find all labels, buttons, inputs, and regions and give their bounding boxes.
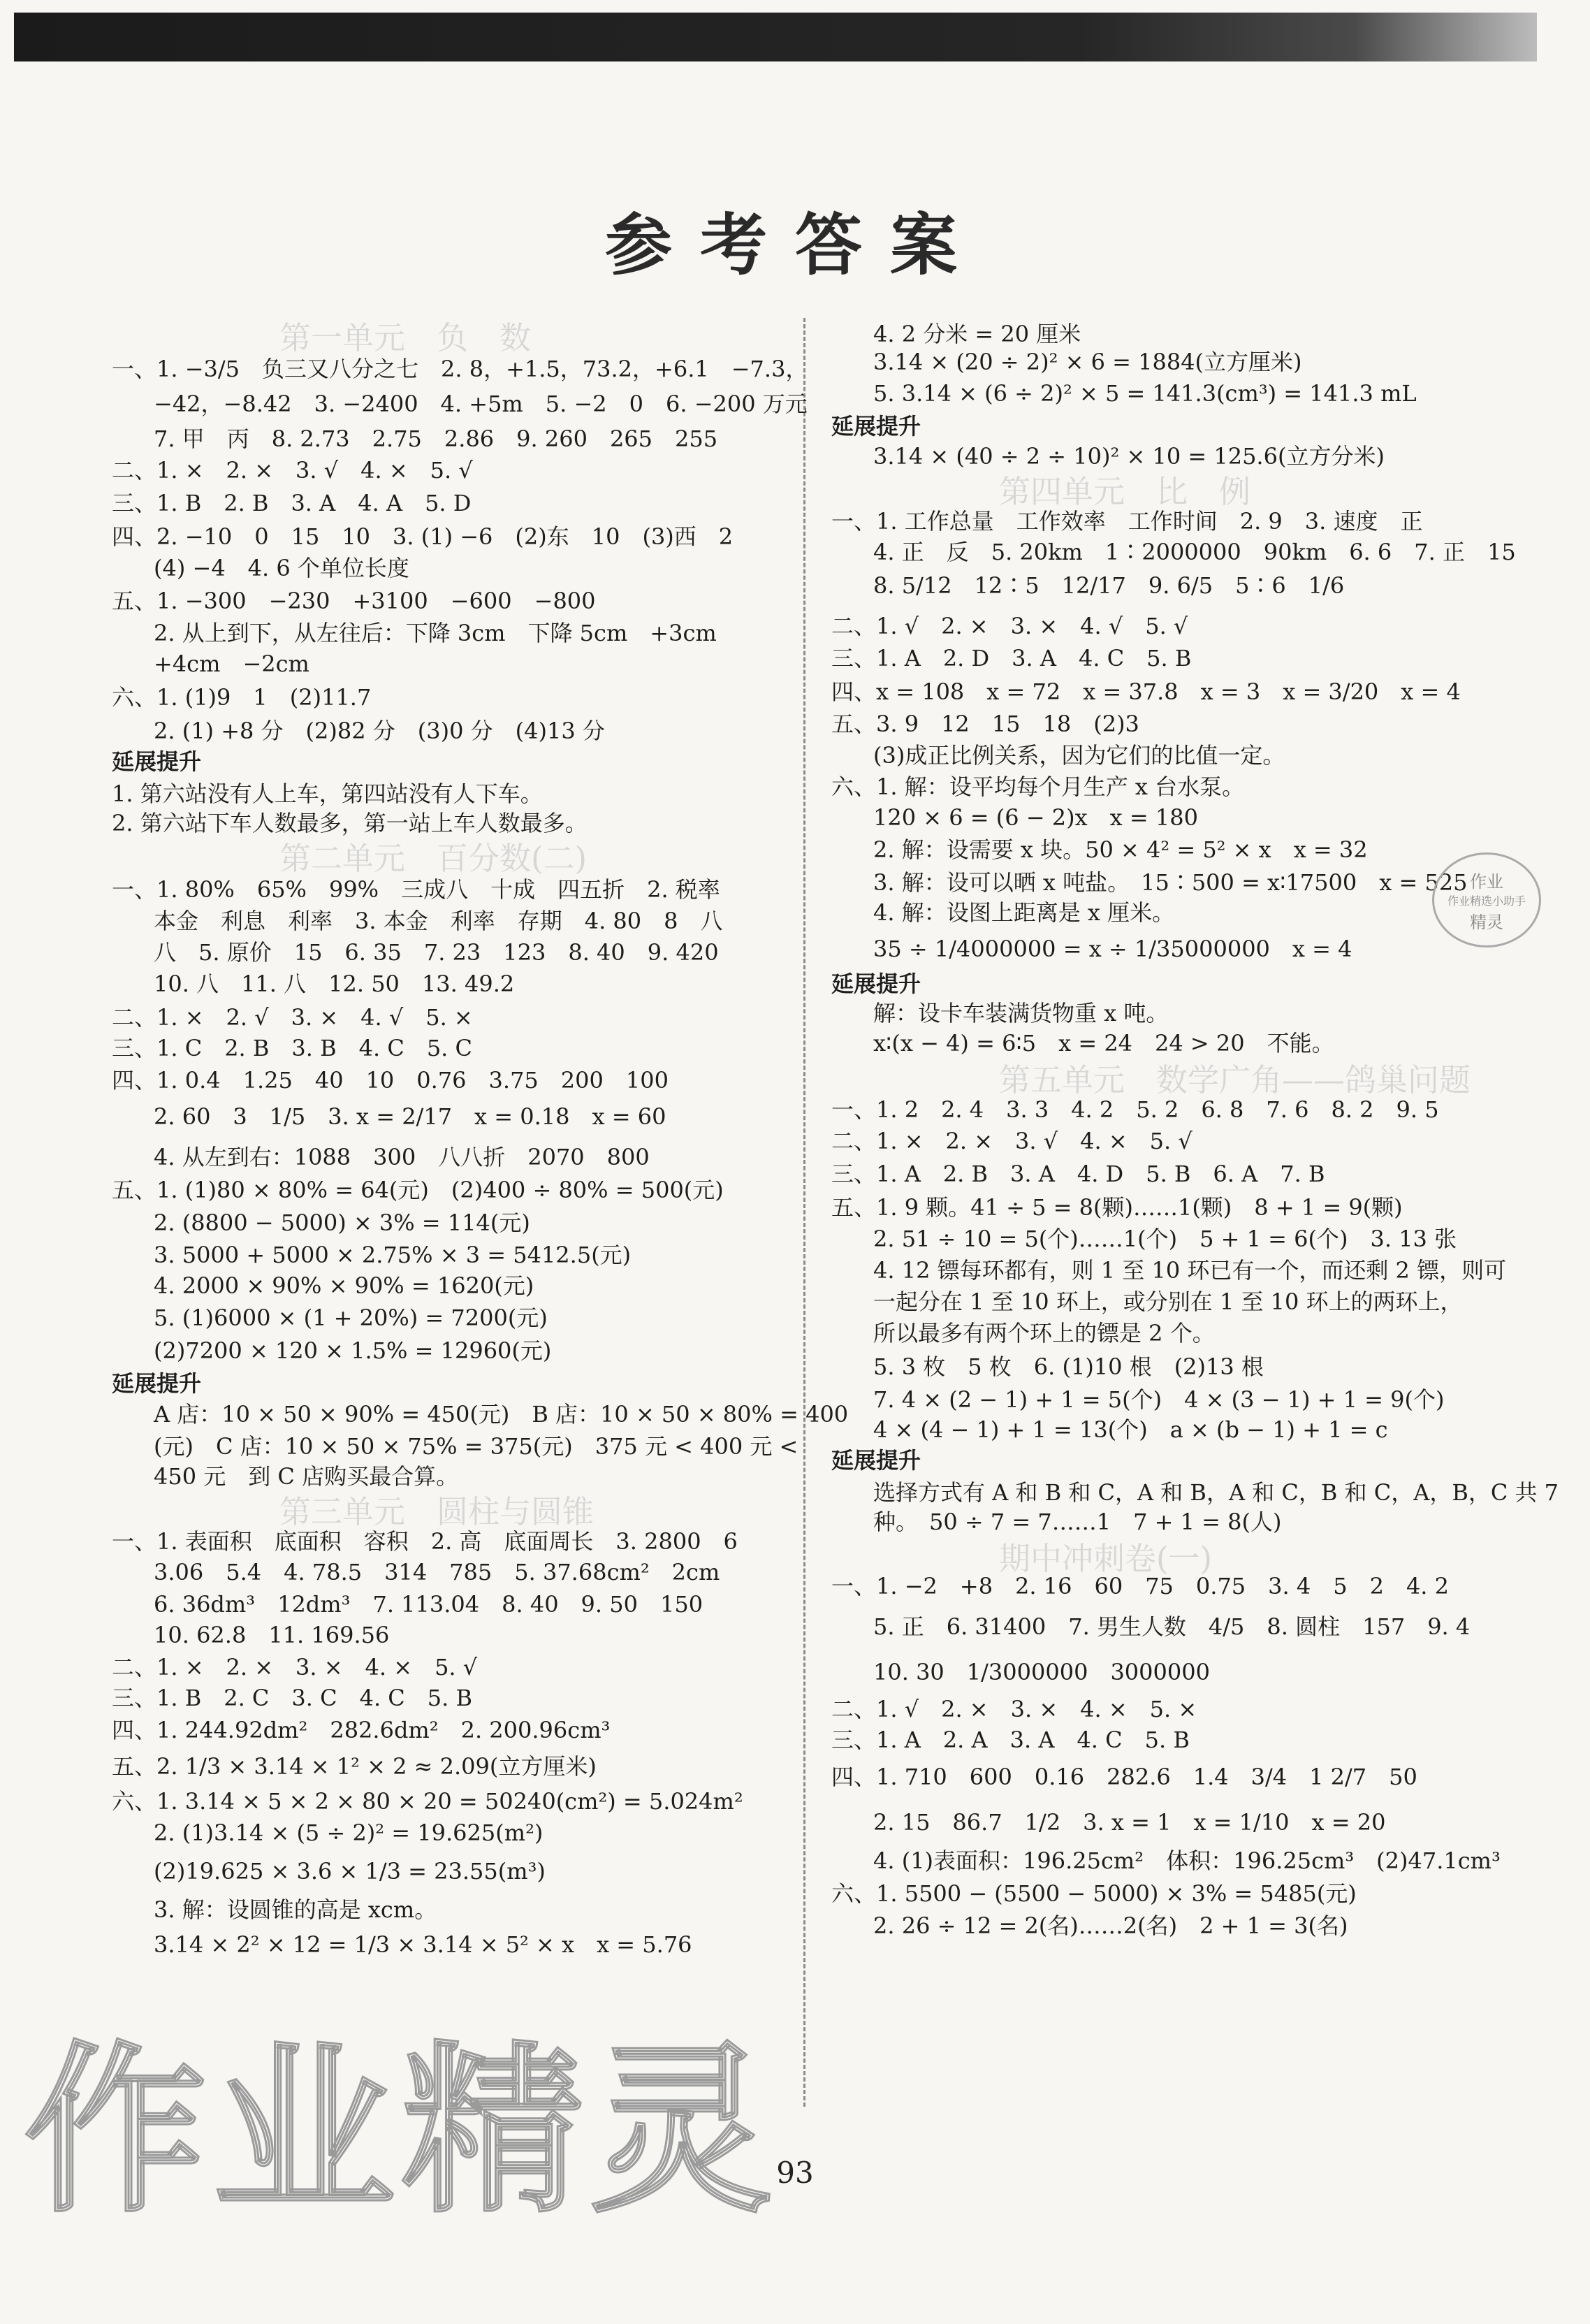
answer-line: 三、1. A 2. A 3. A 4. C 5. B — [831, 1727, 1190, 1753]
answer-line: 2. 26 ÷ 12 = 2(名)……2(名) 2 + 1 = 3(名) — [873, 1912, 1348, 1939]
answer-line: 四、2. −10 0 15 10 3. (1) −6 (2)东 10 (3)西 2 — [112, 523, 734, 550]
stamp-line: 作业精选小助手 — [1447, 894, 1526, 908]
answer-line: 八 5. 原价 15 6. 35 7. 23 123 8. 40 9. 420 — [154, 939, 719, 966]
section-heading: 第二单元 百分数(二) — [279, 840, 588, 877]
answer-line: 本金 利息 利率 3. 本金 利率 存期 4. 80 8 八 — [154, 908, 723, 934]
answer-line: 7. 甲 丙 8. 2.73 2.75 2.86 9. 260 265 255 — [154, 426, 718, 452]
watermark: 作业精灵 — [24, 2024, 779, 2237]
scan-top-edge — [14, 13, 1537, 61]
answer-line: (3)成正比例关系，因为它们的比值一定。 — [873, 742, 1285, 769]
answer-line: −42，−8.42 3. −2400 4. +5m 5. −2 0 6. −200 万元 — [154, 391, 808, 417]
answer-line: 4. 2 分米 = 20 厘米 — [873, 321, 1081, 347]
page-title: 参考答案 — [605, 205, 985, 284]
section-heading: 第三单元 圆柱与圆锥 — [279, 1493, 595, 1530]
answer-line: 6. 36dm³ 12dm³ 7. 113.04 8. 40 9. 50 150 — [154, 1591, 703, 1618]
answer-line: 3. 解：设圆锥的高是 xcm。 — [154, 1896, 437, 1923]
answer-line: 三、1. A 2. D 3. A 4. C 5. B — [831, 645, 1192, 671]
answer-line: 五、3. 9 12 15 18 (2)3 — [831, 711, 1139, 737]
section-heading: 第一单元 负 数 — [279, 319, 532, 356]
subsection-heading: 延展提升 — [112, 1370, 202, 1397]
answer-line: 一、1. 表面积 底面积 容积 2. 高 底面周长 3. 2800 6 — [112, 1528, 738, 1555]
answer-line: 解：设卡车装满货物重 x 吨。 — [873, 1000, 1169, 1026]
answer-line: 四、1. 0.4 1.25 40 10 0.76 3.75 200 100 — [112, 1067, 669, 1094]
answer-line: 一、1. 工作总量 工作效率 工作时间 2. 9 3. 速度 正 — [831, 508, 1423, 535]
answer-line: 2. 60 3 1/5 3. x = 2/17 x = 0.18 x = 60 — [154, 1103, 666, 1130]
stamp-line: 作业 — [1470, 871, 1503, 892]
answer-line: 5. 3.14 × (6 ÷ 2)² × 5 = 141.3(cm³) = 141.3 mL — [873, 380, 1417, 407]
answer-line: 120 × 6 = (6 − 2)x x = 180 — [873, 804, 1198, 831]
section-heading: 第五单元 数学广角——鸽巢问题 — [999, 1061, 1471, 1098]
answer-line: 五、1. (1)80 × 80% = 64(元) (2)400 ÷ 80% = 500(元) — [112, 1177, 724, 1203]
answer-line: 四、1. 244.92dm² 282.6dm² 2. 200.96cm³ — [112, 1717, 611, 1743]
answer-line: 5. 3 枚 5 枚 6. (1)10 根 (2)13 根 — [873, 1353, 1264, 1380]
answer-line: 六、1. 3.14 × 5 × 2 × 80 × 20 = 50240(cm²) = 5.024m² — [112, 1788, 743, 1815]
answer-line: 3.14 × (40 ÷ 2 ÷ 10)² × 10 = 125.6(立方分米) — [873, 443, 1385, 470]
answer-line: 2. (1)3.14 × (5 ÷ 2)² = 19.625(m²) — [154, 1820, 544, 1846]
answer-line: 一、1. 2 2. 4 3. 3 4. 2 5. 2 6. 8 7. 6 8. 2 9. 5 — [831, 1096, 1439, 1123]
answer-line: 所以最多有两个环上的镖是 2 个。 — [873, 1320, 1215, 1346]
subsection-heading: 延展提升 — [831, 413, 921, 440]
answer-line: 四、x = 108 x = 72 x = 37.8 x = 3 x = 3/20 x = 4 — [831, 678, 1461, 705]
answer-line: 2. 51 ÷ 10 = 5(个)……1(个) 5 + 1 = 6(个) 3. 13 张 — [873, 1226, 1457, 1252]
answer-line: 二、1. × 2. √ 3. × 4. √ 5. × — [112, 1004, 473, 1031]
answer-line: 2. 第六站下车人数最多，第一站上车人数最多。 — [112, 810, 588, 836]
answer-line: 7. 4 × (2 − 1) + 1 = 5(个) 4 × (3 − 1) + 1 = 9(个) — [873, 1386, 1445, 1413]
answer-line: 三、1. B 2. B 3. A 4. A 5. D — [112, 490, 472, 516]
answer-line: 三、1. B 2. C 3. C 4. C 5. B — [112, 1685, 473, 1711]
answer-line: 2. (1) +8 分 (2)82 分 (3)0 分 (4)13 分 — [154, 718, 605, 744]
answer-line: 5. (1)6000 × (1 + 20%) = 7200(元) — [154, 1305, 548, 1331]
answer-line: 一、1. 80% 65% 99% 三成八 十成 四五折 2. 税率 — [112, 876, 720, 903]
answer-line: 二、1. √ 2. × 3. × 4. √ 5. √ — [831, 613, 1188, 639]
answer-line: 五、2. 1/3 × 3.14 × 1² × 2 ≈ 2.09(立方厘米) — [112, 1753, 597, 1780]
answer-line: 3.14 × 2² × 12 = 1/3 × 3.14 × 5² × x x = 5.76 — [154, 1931, 692, 1958]
answer-line: 10. 62.8 11. 169.56 — [154, 1622, 390, 1648]
answer-line: 4 × (4 − 1) + 1 = 13(个) a × (b − 1) + 1 = c — [873, 1416, 1388, 1443]
answer-line: 4. 解：设图上距离是 x 厘米。 — [873, 899, 1175, 926]
answer-line: 三、1. C 2. B 3. B 4. C 5. C — [112, 1035, 473, 1061]
page-number: 93 — [776, 2156, 814, 2190]
answer-line: (2)19.625 × 3.6 × 1/3 = 23.55(m³) — [154, 1858, 546, 1884]
answer-line: (4) −4 4. 6 个单位长度 — [154, 555, 409, 581]
answer-line: +4cm −2cm — [154, 651, 309, 677]
answer-line: 一、1. −2 +8 2. 16 60 75 0.75 3. 4 5 2 4. 2 — [831, 1573, 1450, 1599]
answer-line: 五、1. 9 颗。41 ÷ 5 = 8(颗)……1(颗) 8 + 1 = 9(颗) — [831, 1194, 1403, 1221]
answer-line: 4. 正 反 5. 20km 1∶2000000 90km 6. 6 7. 正 15 — [873, 539, 1516, 565]
answer-line: 4. (1)表面积：196.25cm² 体积：196.25cm³ (2)47.1cm³ — [873, 1847, 1501, 1874]
section-heading: 期中冲刺卷(一) — [999, 1540, 1213, 1577]
answer-line: 4. 2000 × 90% × 90% = 1620(元) — [154, 1272, 534, 1299]
subsection-heading: 延展提升 — [112, 748, 202, 775]
answer-line: 二、1. × 2. × 3. √ 4. × 5. √ — [112, 457, 473, 484]
answer-line: 二、1. √ 2. × 3. × 4. × 5. × — [831, 1696, 1197, 1722]
answer-line: 2. 15 86.7 1/2 3. x = 1 x = 1/10 x = 20 — [873, 1809, 1386, 1836]
answer-line: 六、1. (1)9 1 (2)11.7 — [112, 684, 372, 711]
answer-line: 六、1. 5500 − (5500 − 5000) × 3% = 5485(元) — [831, 1880, 1357, 1907]
answer-line: 8. 5/12 12∶5 12/17 9. 6/5 5∶6 1/6 — [873, 572, 1345, 599]
answer-line: 一、1. −3/5 负三又八分之七 2. 8，+1.5，73.2，+6.1 −7.3， — [112, 356, 808, 382]
answer-line: 2. 解：设需要 x 块。50 × 4² = 5² × x x = 32 — [873, 836, 1368, 863]
answer-line: (2)7200 × 120 × 1.5% = 12960(元) — [154, 1337, 552, 1364]
subsection-heading: 延展提升 — [831, 971, 921, 997]
answer-line: 五、1. −300 −230 +3100 −600 −800 — [112, 588, 596, 614]
answer-line: 2. 从上到下，从左往后：下降 3cm 下降 5cm +3cm — [154, 620, 717, 646]
column-divider — [803, 318, 805, 2107]
answer-line: 10. 八 11. 八 12. 50 13. 49.2 — [154, 971, 515, 997]
answer-line: 2. (8800 − 5000) × 3% = 114(元) — [154, 1210, 530, 1236]
answer-line: 3.14 × (20 ÷ 2)² × 6 = 1884(立方厘米) — [873, 349, 1302, 375]
stamp-line: 精灵 — [1470, 912, 1503, 932]
answer-line: 3. 5000 + 5000 × 2.75% × 3 = 5412.5(元) — [154, 1242, 632, 1268]
answer-line: 种。 50 ÷ 7 = 7……1 7 + 1 = 8(人) — [873, 1509, 1282, 1535]
subsection-heading: 延展提升 — [831, 1447, 921, 1474]
answer-line: 450 元 到 C 店购买最合算。 — [154, 1463, 459, 1490]
section-heading: 第四单元 比 例 — [999, 473, 1251, 510]
answer-line: 四、1. 710 600 0.16 282.6 1.4 3/4 1 2/7 50 — [831, 1764, 1417, 1790]
answer-line: 3. 解：设可以晒 x 吨盐。 15∶500 = x∶17500 x = 525 — [873, 869, 1468, 896]
answer-line: 1. 第六站没有人上车，第四站没有人下车。 — [112, 780, 543, 807]
answer-line: 10. 30 1/3000000 3000000 — [873, 1659, 1210, 1685]
answer-line: 一起分在 1 至 10 环上，或分别在 1 至 10 环上的两环上， — [873, 1288, 1463, 1315]
answer-line: 3.06 5.4 4. 78.5 314 785 5. 37.68cm² 2cm — [154, 1559, 720, 1585]
answer-line: (元) C 店：10 × 50 × 75% = 375(元) 375 元 < 400 元 < — [154, 1433, 798, 1460]
answer-line: x∶(x − 4) = 6∶5 x = 24 24 > 20 不能。 — [873, 1030, 1334, 1056]
answer-line: 4. 从左到右：1088 300 八八折 2070 800 — [154, 1144, 650, 1170]
answer-line: 4. 12 镖每环都有，则 1 至 10 环已有一个，而还剩 2 镖，则可 — [873, 1257, 1507, 1284]
answer-line: 三、1. A 2. B 3. A 4. D 5. B 6. A 7. B — [831, 1161, 1325, 1187]
answer-line: 六、1. 解：设平均每个月生产 x 台水泵。 — [831, 774, 1245, 800]
answer-line: A 店：10 × 50 × 90% = 450(元) B 店：10 × 50 × 80% = 400 — [154, 1401, 849, 1428]
stamp-logo — [1432, 852, 1541, 947]
answer-line: 二、1. × 2. × 3. × 4. × 5. √ — [112, 1654, 478, 1680]
answer-line: 35 ÷ 1/4000000 = x ÷ 1/35000000 x = 4 — [873, 936, 1352, 962]
answer-line: 二、1. × 2. × 3. √ 4. × 5. √ — [831, 1128, 1192, 1154]
answer-line: 5. 正 6. 31400 7. 男生人数 4/5 8. 圆柱 157 9. 4 — [873, 1613, 1471, 1640]
answer-line: 选择方式有 A 和 B 和 C，A 和 B，A 和 C，B 和 C，A，B，C 共 7 — [873, 1479, 1559, 1506]
